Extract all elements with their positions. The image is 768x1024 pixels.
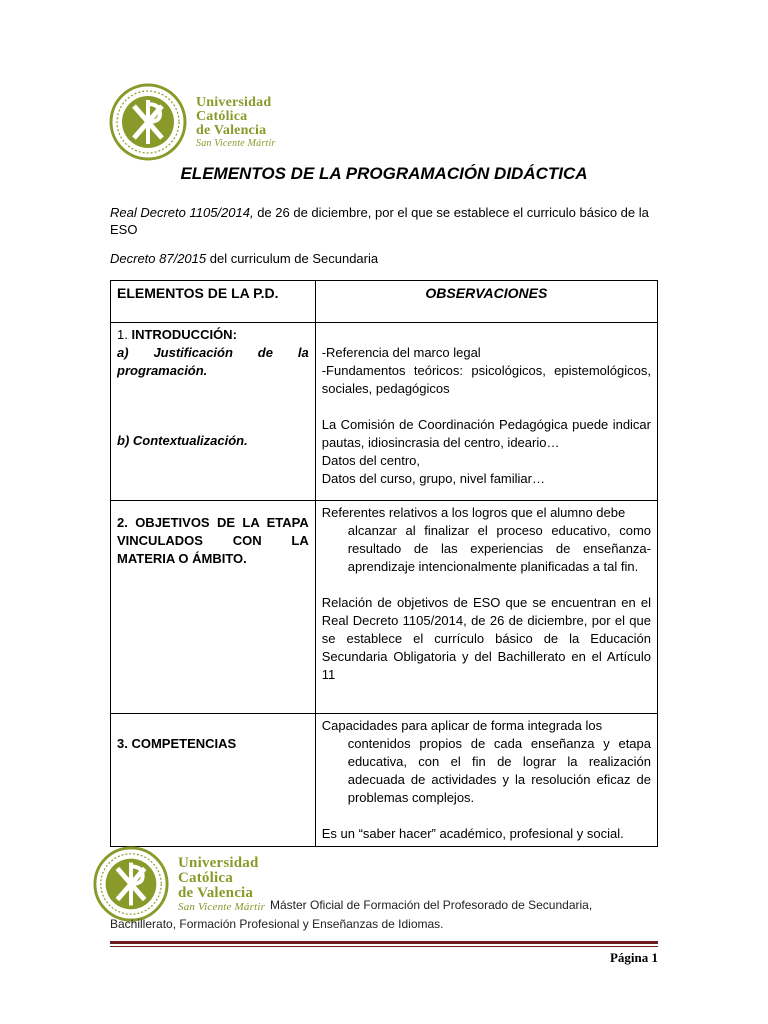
row1-obs-line: -Referencia del marco legal bbox=[321, 345, 481, 360]
university-logo bbox=[108, 82, 276, 162]
university-emblem-icon bbox=[108, 82, 188, 162]
elements-table bbox=[110, 280, 658, 847]
logo-line-2: Católica bbox=[196, 108, 248, 124]
row1-obs-line: La Comisión de Coordinación Pedagógica puede indicar pautas, idiosincrasia del centro, ideario… bbox=[321, 417, 651, 450]
row1-item-a: a) Justificación de la programación. bbox=[117, 345, 309, 378]
page-number: Página 1 bbox=[609, 950, 658, 965]
table-header-row bbox=[111, 281, 658, 323]
document-title: ELEMENTOS DE LA PROGRAMACIÓN DIDÁCTICA bbox=[180, 164, 588, 183]
footer-logo-line-2: Católica bbox=[178, 869, 233, 886]
footer-line-1: Máster Oficial de Formación del Profesorado de Secundaria, bbox=[270, 898, 593, 912]
row3-observations bbox=[315, 714, 657, 847]
legal-reference-1-text: de 26 de diciembre, por el que se establece el curriculo básico de la ESO bbox=[110, 205, 649, 237]
legal-reference-2 bbox=[110, 250, 660, 267]
footer-line-2: Bachillerato, Formación Profesional y Enseñanzas de Idiomas. bbox=[110, 917, 444, 931]
legal-reference-2-text: del curriculum de Secundaria bbox=[206, 251, 379, 266]
legal-reference-1 bbox=[110, 204, 660, 238]
row3-obs-2: Es un “saber hacer” académico, profesional y social. bbox=[321, 826, 624, 841]
header-elements: ELEMENTOS DE LA P.D. bbox=[111, 281, 316, 323]
header-observations: OBSERVACIONES bbox=[315, 281, 657, 323]
legal-reference-2-decree: Decreto 87/2015 bbox=[110, 251, 207, 266]
row1-heading bbox=[117, 326, 309, 344]
row2-obs-rest: alcanzar al finalizar el proceso educativo, como resultado de las experiencias de enseñanza-aprendizaje intencionalmente planificadas a tal fin. bbox=[347, 523, 651, 574]
row1-obs-line: Datos del centro, bbox=[321, 453, 420, 468]
row3-obs-first: Capacidades para aplicar de forma integrada los bbox=[321, 718, 603, 733]
row2-obs-first: Referentes relativos a los logros que el alumno debe bbox=[321, 505, 626, 520]
legal-reference-1-decree: Real Decreto 1105/2014, bbox=[110, 205, 254, 220]
footer-rule bbox=[110, 941, 658, 944]
footer-rule-thin bbox=[110, 946, 658, 947]
logo-line-1: Universidad bbox=[196, 94, 272, 110]
row2-observations bbox=[315, 501, 657, 714]
row2-element bbox=[111, 501, 316, 714]
table-row bbox=[111, 714, 658, 847]
row2-title: 2. OBJETIVOS DE LA ETAPA VINCULADOS CON LA MATERIA O ÁMBITO. bbox=[117, 515, 309, 566]
row1-item-b: b) Contextualización. bbox=[117, 433, 248, 448]
footer-text bbox=[110, 896, 658, 934]
table-row bbox=[111, 501, 658, 714]
row1-number: 1. bbox=[117, 327, 132, 342]
logo-line-4: San Vicente Mártir bbox=[196, 137, 276, 149]
row1-observations bbox=[315, 323, 657, 501]
row1-element bbox=[111, 323, 316, 501]
table-row bbox=[111, 323, 658, 501]
row2-obs-2: Relación de objetivos de ESO que se encuentran en el Real Decreto 1105/2014, de 26 de diciembre, por el que se establece el currículo básico de la Educación Secundaria Obligatoria y del Bachillerato en el Artículo 11 bbox=[321, 595, 651, 682]
footer-logo-line-3: de Valencia bbox=[178, 884, 254, 901]
footer-logo-line-4: San Vicente Mártir bbox=[178, 900, 266, 913]
row3-obs-rest: contenidos propios de cada enseñanza y etapa educativa, con el fin de lograr la realización adecuada de actividades y la resolución eficaz de problemas complejos. bbox=[347, 736, 651, 805]
row3-element bbox=[111, 714, 316, 847]
row1-obs-line: -Fundamentos teóricos: psicológicos, epistemológicos, sociales, pedagógicos bbox=[321, 363, 651, 396]
footer-logo-line-1: Universidad bbox=[178, 854, 259, 871]
row1-title: INTRODUCCIÓN: bbox=[131, 327, 237, 342]
row3-title: 3. COMPETENCIAS bbox=[117, 736, 237, 751]
row1-obs-line: Datos del curso, grupo, nivel familiar… bbox=[321, 471, 545, 486]
logo-line-3: de Valencia bbox=[196, 122, 267, 138]
